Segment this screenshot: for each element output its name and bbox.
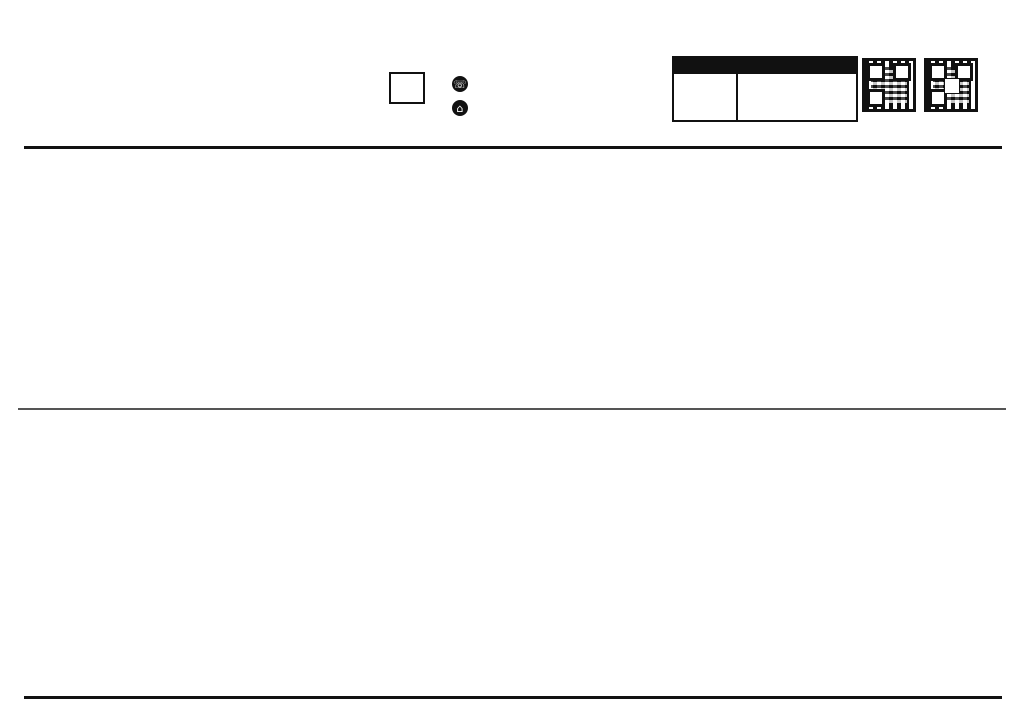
qr-code-facebook bbox=[924, 58, 978, 112]
seal-logo bbox=[389, 72, 425, 104]
phone-icon: ☏ bbox=[453, 77, 467, 91]
facebook-icon bbox=[944, 78, 960, 94]
footer-divider bbox=[24, 696, 1002, 699]
total-label bbox=[738, 58, 856, 74]
takeout-label bbox=[674, 58, 736, 74]
qr-code-line bbox=[862, 58, 916, 112]
order-box-divider bbox=[736, 58, 738, 120]
order-box bbox=[672, 56, 858, 122]
phone-row bbox=[452, 76, 472, 92]
header-divider bbox=[24, 146, 1002, 149]
address-row bbox=[452, 100, 472, 116]
home-icon: ⌂ bbox=[452, 100, 468, 116]
middle-divider bbox=[18, 408, 1006, 410]
